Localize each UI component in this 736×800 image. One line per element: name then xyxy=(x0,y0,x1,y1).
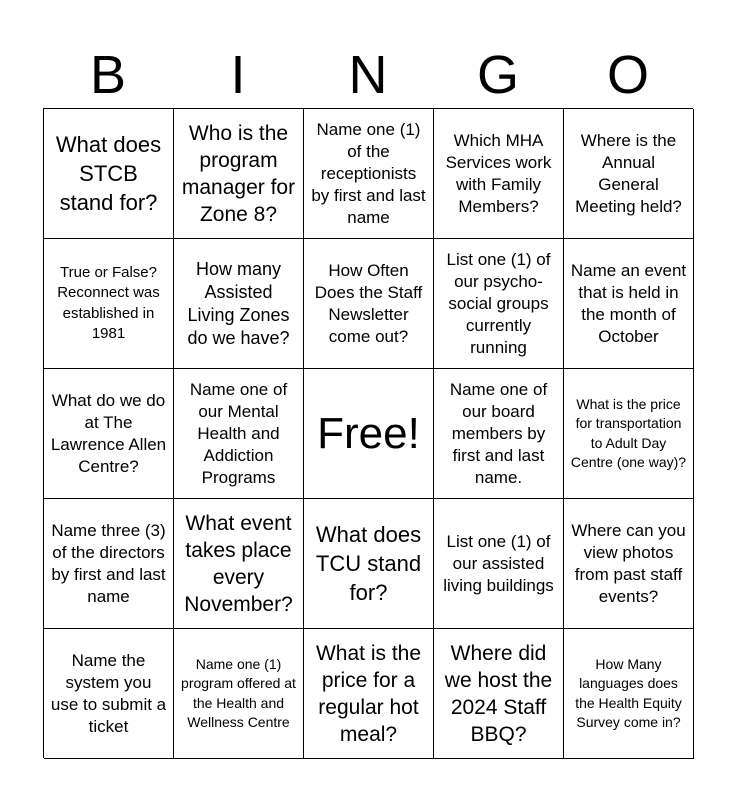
header-letter-i: I xyxy=(230,45,246,105)
cell-text: How Often Does the Staff Newsletter come out? xyxy=(314,260,423,346)
bingo-cell-r2-c3[interactable] xyxy=(304,239,434,369)
bingo-cell-r4-c2[interactable] xyxy=(174,499,304,629)
bingo-cell-r5-c2[interactable] xyxy=(174,629,304,759)
bingo-cell-r1-c5[interactable] xyxy=(564,109,694,239)
cell-text: How Many languages does the Health Equity Survey come in? xyxy=(575,655,682,730)
bingo-cell-r2-c1[interactable] xyxy=(44,239,174,369)
bingo-cell-r4-c5[interactable] xyxy=(564,499,694,629)
header-letter-n: N xyxy=(348,45,388,105)
bingo-cell-r1-c3[interactable] xyxy=(304,109,434,239)
cell-text: Name three (3) of the directors by first and last name xyxy=(51,520,166,606)
bingo-cell-r1-c2[interactable] xyxy=(174,109,304,239)
bingo-cell-r3-c5[interactable] xyxy=(564,369,694,499)
bingo-cell-r2-c4[interactable] xyxy=(434,239,564,369)
cell-text: What is the price for transportation to Adult Day Centre (one way)? xyxy=(570,395,687,470)
bingo-cell-r2-c2[interactable] xyxy=(174,239,304,369)
cell-text: Where is the Annual General Meeting held? xyxy=(575,130,682,216)
cell-text: Name an event that is held in the month of October xyxy=(570,260,687,346)
bingo-header xyxy=(43,42,693,108)
bingo-cell-r4-c3[interactable] xyxy=(304,499,434,629)
bingo-cell-r5-c5[interactable] xyxy=(564,629,694,759)
header-letter-b: B xyxy=(89,45,127,105)
bingo-cell-r3-c1[interactable] xyxy=(44,369,174,499)
bingo-cell-r3-c4[interactable] xyxy=(434,369,564,499)
bingo-cell-r4-c1[interactable] xyxy=(44,499,174,629)
bingo-cell-free-space[interactable] xyxy=(304,369,434,499)
cell-text: Where did we host the 2024 Staff BBQ? xyxy=(444,641,553,746)
cell-text: What event takes place every November? xyxy=(184,511,293,616)
cell-text: What is the price for a regular hot meal? xyxy=(315,641,422,746)
cell-text: Name one (1) of the receptionists by first and last name xyxy=(311,119,426,227)
cell-text: Name the system you use to submit a ticket xyxy=(50,650,167,736)
cell-text: What does TCU stand for? xyxy=(315,522,422,605)
bingo-cell-r5-c1[interactable] xyxy=(44,629,174,759)
cell-text: Name one of our board members by first and last name. xyxy=(449,379,548,487)
cell-text: Name one of our Mental Health and Addiction Programs xyxy=(189,379,288,487)
cell-text: What do we do at The Lawrence Allen Centre? xyxy=(50,390,167,476)
free-space-label: Free! xyxy=(317,408,420,458)
bingo-board xyxy=(43,108,693,758)
cell-text: Who is the program manager for Zone 8? xyxy=(181,121,296,226)
cell-text: Which MHA Services work with Family Members? xyxy=(445,130,552,216)
cell-text: What does STCB stand for? xyxy=(55,132,162,215)
cell-text: Name one (1) program offered at the Health and Wellness Centre xyxy=(181,655,296,730)
bingo-cell-r1-c4[interactable] xyxy=(434,109,564,239)
bingo-cell-r1-c1[interactable] xyxy=(44,109,174,239)
cell-text: List one (1) of our assisted living buildings xyxy=(443,531,554,595)
cell-text: Where can you view photos from past staff events? xyxy=(571,520,686,606)
cell-text: True or False? Reconnect was established in 1981 xyxy=(57,263,160,342)
header-letter-o: O xyxy=(606,45,649,105)
header-letter-g: G xyxy=(476,45,519,105)
bingo-cell-r3-c2[interactable] xyxy=(174,369,304,499)
bingo-cell-r5-c3[interactable] xyxy=(304,629,434,759)
bingo-cell-r2-c5[interactable] xyxy=(564,239,694,369)
cell-text: How many Assisted Living Zones do we have? xyxy=(187,258,290,348)
cell-text: List one (1) of our psycho-social groups currently running xyxy=(446,249,551,357)
bingo-cell-r4-c4[interactable] xyxy=(434,499,564,629)
bingo-cell-r5-c4[interactable] xyxy=(434,629,564,759)
